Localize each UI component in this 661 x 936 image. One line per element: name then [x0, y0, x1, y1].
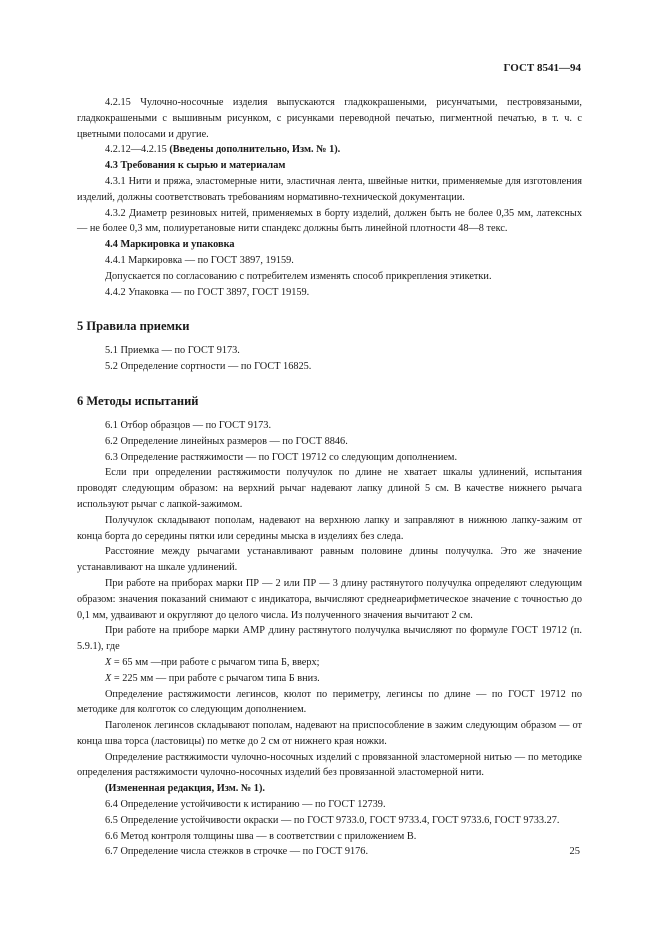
page-number: 25 — [569, 846, 580, 857]
document-id-header: ГОСТ 8541—94 — [503, 62, 581, 74]
paragraph-4-4-2: 4.4.2 Упаковка — по ГОСТ 3897, ГОСТ 19159. — [105, 286, 310, 298]
paragraph-4-3-1: 4.3.1 Нити и пряжа, эластомерные нити, эластичная лента, швейные нитки, применяемые для изготовления изделий, должны соответствовать требованиям нормативно-технической документации. — [77, 175, 582, 203]
paragraph-4-4-1-note: Допускается по согласованию с потребителем изменять способ прикрепления этикетки. — [105, 270, 492, 282]
paragraph-6-2: 6.2 Определение линейных размеров — по ГОСТ 8846. — [105, 435, 348, 447]
paragraph-6-3-g: Паголенок легинсов складывают пополам, надевают на приспособление в зажим следующим образом — от конца шва торса (ластовицы) по метке до 2 см от нижнего края ножки. — [77, 720, 582, 747]
section-5-heading: 5 Правила приемки — [77, 319, 190, 334]
variable-x2-definition: = 225 мм — при работе с рычагом типа Б вниз. — [111, 672, 320, 684]
paragraph-6-3-a: Если при определении растяжимости получулок по длине не хватает шкалы удлинений, испытания проводят следующим образом: на верхний рычаг надевают лапку длиной 5 см. В качестве нижнего рычага используют рычаг с лапкой-зажимом. — [77, 467, 582, 510]
heading-4-4: 4.4 Маркировка и упаковка — [105, 239, 235, 251]
paragraph-6-3-c: Расстояние между рычагами устанавливают равным половине длины получулка. Это же значение устанавливают на шкале удлинений. — [77, 546, 582, 574]
paragraph-5-1: 5.1 Приемка — по ГОСТ 9173. — [105, 345, 240, 357]
amendment-note-6-3: (Измененная редакция, Изм. № 1). — [105, 783, 265, 795]
paragraph-6-3-b: Получулок складывают пополам, надевают на верхнюю лапку и заправляют в нижнюю лапку-зажим от конца борта до середины пятки или середины мыска в изделиях без следа. — [77, 514, 582, 542]
paragraph-4-3-2: 4.3.2 Диаметр резиновых нитей, применяемых в борту изделий, должен быть не более 0,35 мм, латексных — не более 0,3 мм, полиуретановые нити спандекс должны быть линейной плотности 48—8 текс. — [77, 207, 582, 235]
document-body — [77, 95, 582, 860]
variable-x1-definition: = 65 мм —при работе с рычагом типа Б, вверх; — [111, 656, 320, 668]
paragraph-6-3-h: Определение растяжимости чулочно-носочных изделий с провязанной эластомерной нитью — по методике определения растяжимости чулочно-носочных изделий без провязанной эластомерной нити. — [77, 751, 582, 779]
paragraph-4-2-12-amendment — [77, 142, 582, 158]
paragraph-6-3: 6.3 Определение растяжимости — по ГОСТ 19712 со следующим дополнением. — [105, 451, 458, 463]
variable-x: X — [105, 656, 112, 668]
heading-4-3: 4.3 Требования к сырью и материалам — [105, 160, 286, 172]
paragraph-6-3-f: Определение растяжимости легинсов, кюлот по периметру, легинсы по длине — по ГОСТ 19712 по методике для колготок со следующим дополнением. — [77, 688, 582, 716]
section-6-heading: 6 Методы испытаний — [77, 393, 199, 408]
formula-var-x2 — [77, 671, 582, 687]
amendment-note: (Введены дополнительно, Изм. № 1). — [169, 144, 341, 156]
paragraph-6-3-d: При работе на приборах марки ПР — 2 или ПР — 3 длину растянутого получулка определяют следующим образом: значения показаний снимают с индикатора, вычисляют среднеарифметическое значение с точностью до 0,1 мм, удваивают и округляют до целого числа. Из полученного значения вычитают 2 см. — [77, 577, 582, 621]
paragraph-6-4: 6.4 Определение устойчивости к истиранию — по ГОСТ 12739. — [105, 799, 386, 811]
paragraph-4-2-15: 4.2.15 Чулочно-носочные изделия выпускаются гладкокрашеными, рисунчатыми, пестровязаными, гладкокрашеными с вышивным рисунком, с рисунками переводной печатью, пигментной печатью, в т. ч. с цветными полосами и другие. — [77, 97, 582, 140]
variable-x: X — [105, 672, 112, 684]
formula-var-x1 — [77, 655, 582, 671]
paragraph-5-2: 5.2 Определение сортности — по ГОСТ 16825. — [105, 361, 312, 373]
clause-range: 4.2.12—4.2.15 — [105, 144, 167, 156]
paragraph-4-4-1: 4.4.1 Маркировка — по ГОСТ 3897, 19159. — [105, 254, 294, 266]
paragraph-6-3-e: При работе на приборе марки АМР длину растянутого получулка вычисляют по формуле ГОСТ 19712 (п. 5.9.1), где — [77, 625, 582, 653]
paragraph-6-6: 6.6 Метод контроля толщины шва — в соответствии с приложением В. — [105, 830, 417, 842]
paragraph-6-7: 6.7 Определение числа стежков в строчке — по ГОСТ 9176. — [105, 846, 369, 858]
paragraph-6-5: 6.5 Определение устойчивости окраски — по ГОСТ 9733.0, ГОСТ 9733.4, ГОСТ 9733.6, ГОСТ 9733.27. — [105, 814, 560, 826]
paragraph-6-1: 6.1 Отбор образцов — по ГОСТ 9173. — [105, 419, 272, 431]
